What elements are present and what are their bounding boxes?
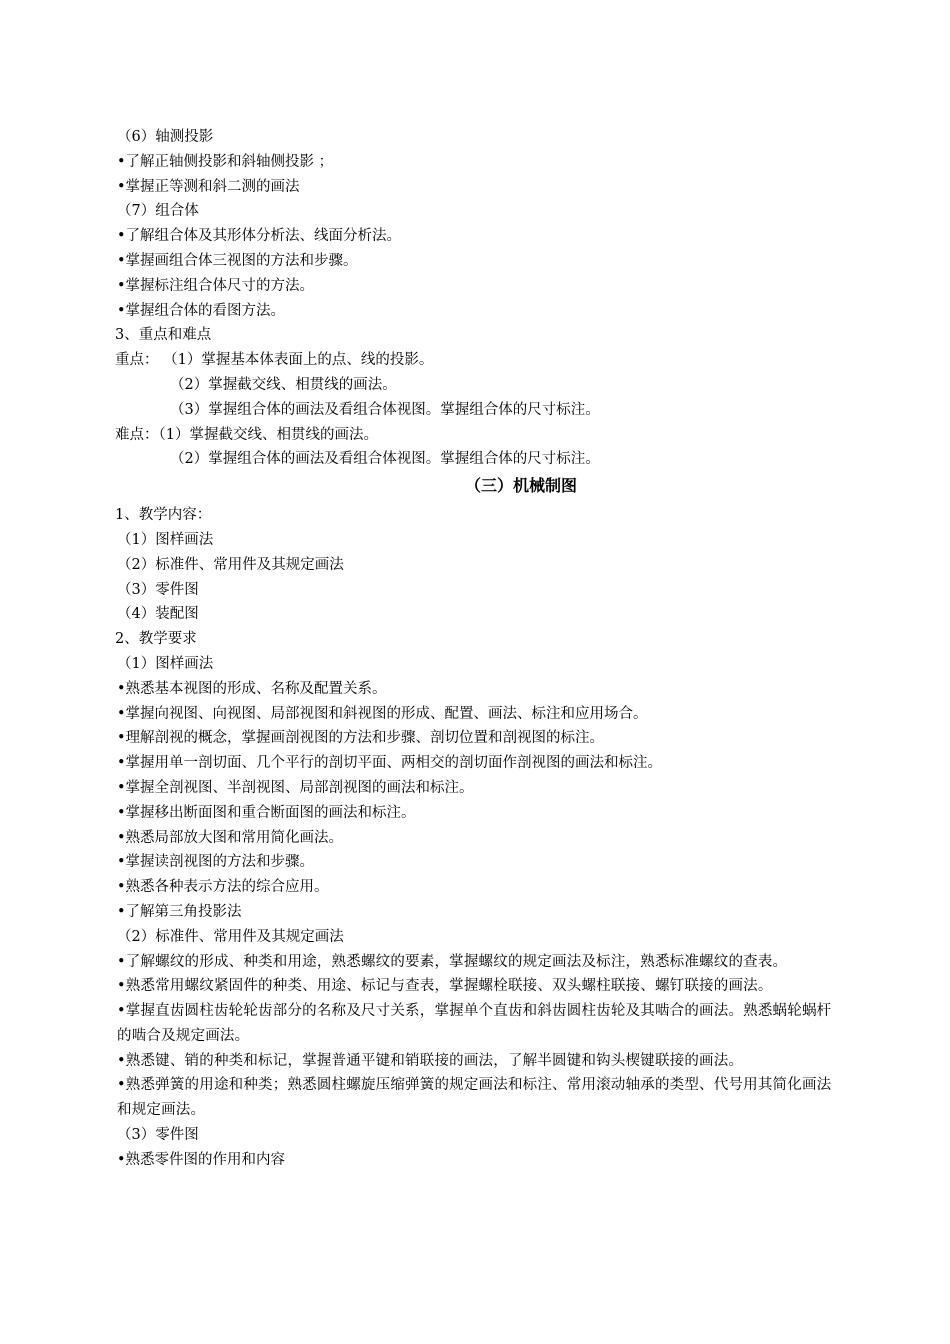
list-item: •掌握向视图、向视图、局部视图和斜视图的形成、配置、画法、标注和应用场合。 bbox=[117, 705, 648, 722]
difficult-point-line: 难点：（1）掌握截交线、相贯线的画法。 bbox=[115, 426, 378, 443]
list-item: •掌握用单一剖切面、几个平行的剖切平面、两相交的剖切面作剖视图的画法和标注。 bbox=[117, 755, 663, 772]
list-item: •熟悉弹簧的用途和种类；熟悉圆柱螺旋压缩弹簧的规定画法和标注、常用滚动轴承的类型、代号用其简化画法和规定画法。 bbox=[117, 1077, 832, 1119]
list-item: •熟悉键、销的种类和标记，掌握普通平键和销联接的画法，了解半圆键和钩头楔键联接的画法。 bbox=[117, 1052, 744, 1069]
subheading-axonometric: （6）轴测投影 bbox=[117, 129, 214, 145]
list-item: •掌握全剖视图、半剖视图、局部剖视图的画法和标注。 bbox=[117, 779, 474, 796]
list-item: •掌握标注组合体尺寸的方法。 bbox=[117, 277, 315, 294]
list-item: •掌握正等测和斜二测的画法 bbox=[117, 178, 300, 195]
list-item: （2）标准件、常用件及其规定画法 bbox=[117, 556, 344, 573]
heading-teaching-content: 1、教学内容： bbox=[115, 507, 212, 524]
list-item: （4）装配图 bbox=[117, 606, 199, 623]
list-item: •掌握读剖视图的方法和步骤。 bbox=[117, 854, 315, 871]
list-item: •熟悉局部放大图和常用简化画法。 bbox=[117, 829, 344, 846]
list-item: •掌握画组合体三视图的方法和步骤。 bbox=[117, 252, 358, 269]
list-item: •了解螺纹的形成、种类和用途，熟悉螺纹的要素，掌握螺纹的规定画法及标注，熟悉标准螺纹的查表。 bbox=[117, 953, 788, 970]
list-item: •了解正轴侧投影和斜轴侧投影 ； bbox=[117, 153, 334, 170]
key-point-line: 重点： （1）掌握基本体表面上的点、线的投影。 bbox=[115, 352, 434, 369]
subheading-composite-body: （7）组合体 bbox=[117, 203, 199, 220]
list-item: •掌握移出断面图和重合断面图的画法和标注。 bbox=[117, 804, 416, 821]
section-title: （三）机械制图 bbox=[464, 476, 577, 496]
heading-key-points: 3、重点和难点 bbox=[115, 327, 212, 344]
list-item: •理解剖视的概念，掌握画剖视图的方法和步骤、剖切位置和剖视图的标注。 bbox=[117, 730, 605, 747]
list-item: •熟悉各种表示方法的综合应用。 bbox=[117, 879, 329, 896]
document-body bbox=[115, 125, 837, 1173]
list-item: •熟悉常用螺纹紧固件的种类、用途、标记与查表，掌握螺栓联接、双头螺柱联接、螺钉联接的画法。 bbox=[117, 978, 773, 995]
subheading-standard-parts: （2）标准件、常用件及其规定画法 bbox=[117, 928, 344, 945]
difficult-point-line: （2）掌握组合体的画法及看组合体视图。掌握组合体的尺寸标注。 bbox=[170, 451, 600, 468]
subheading-part-drawing: （3）零件图 bbox=[117, 1127, 199, 1144]
list-item: •了解组合体及其形体分析法、线面分析法。 bbox=[117, 228, 402, 245]
list-item: （3）零件图 bbox=[117, 581, 199, 598]
list-item: •掌握组合体的看图方法。 bbox=[117, 302, 286, 319]
list-item: •熟悉基本视图的形成、名称及配置关系。 bbox=[117, 680, 387, 697]
list-item: （1）图样画法 bbox=[117, 531, 214, 548]
list-item: •掌握直齿圆柱齿轮轮齿部分的名称及尺寸关系，掌握单个直齿和斜齿圆柱齿轮及其啮合的画法。熟悉蜗轮蜗杆的啮合及规定画法。 bbox=[117, 1003, 832, 1044]
key-point-line: （2）掌握截交线、相贯线的画法。 bbox=[170, 376, 397, 393]
list-item: •了解第三角投影法 bbox=[117, 903, 242, 920]
key-point-line: （3）掌握组合体的画法及看组合体视图。掌握组合体的尺寸标注。 bbox=[170, 401, 600, 418]
list-item: •熟悉零件图的作用和内容 bbox=[117, 1151, 286, 1168]
subheading-drawing-methods: （1）图样画法 bbox=[117, 655, 214, 672]
heading-teaching-requirements: 2、教学要求 bbox=[115, 631, 197, 648]
